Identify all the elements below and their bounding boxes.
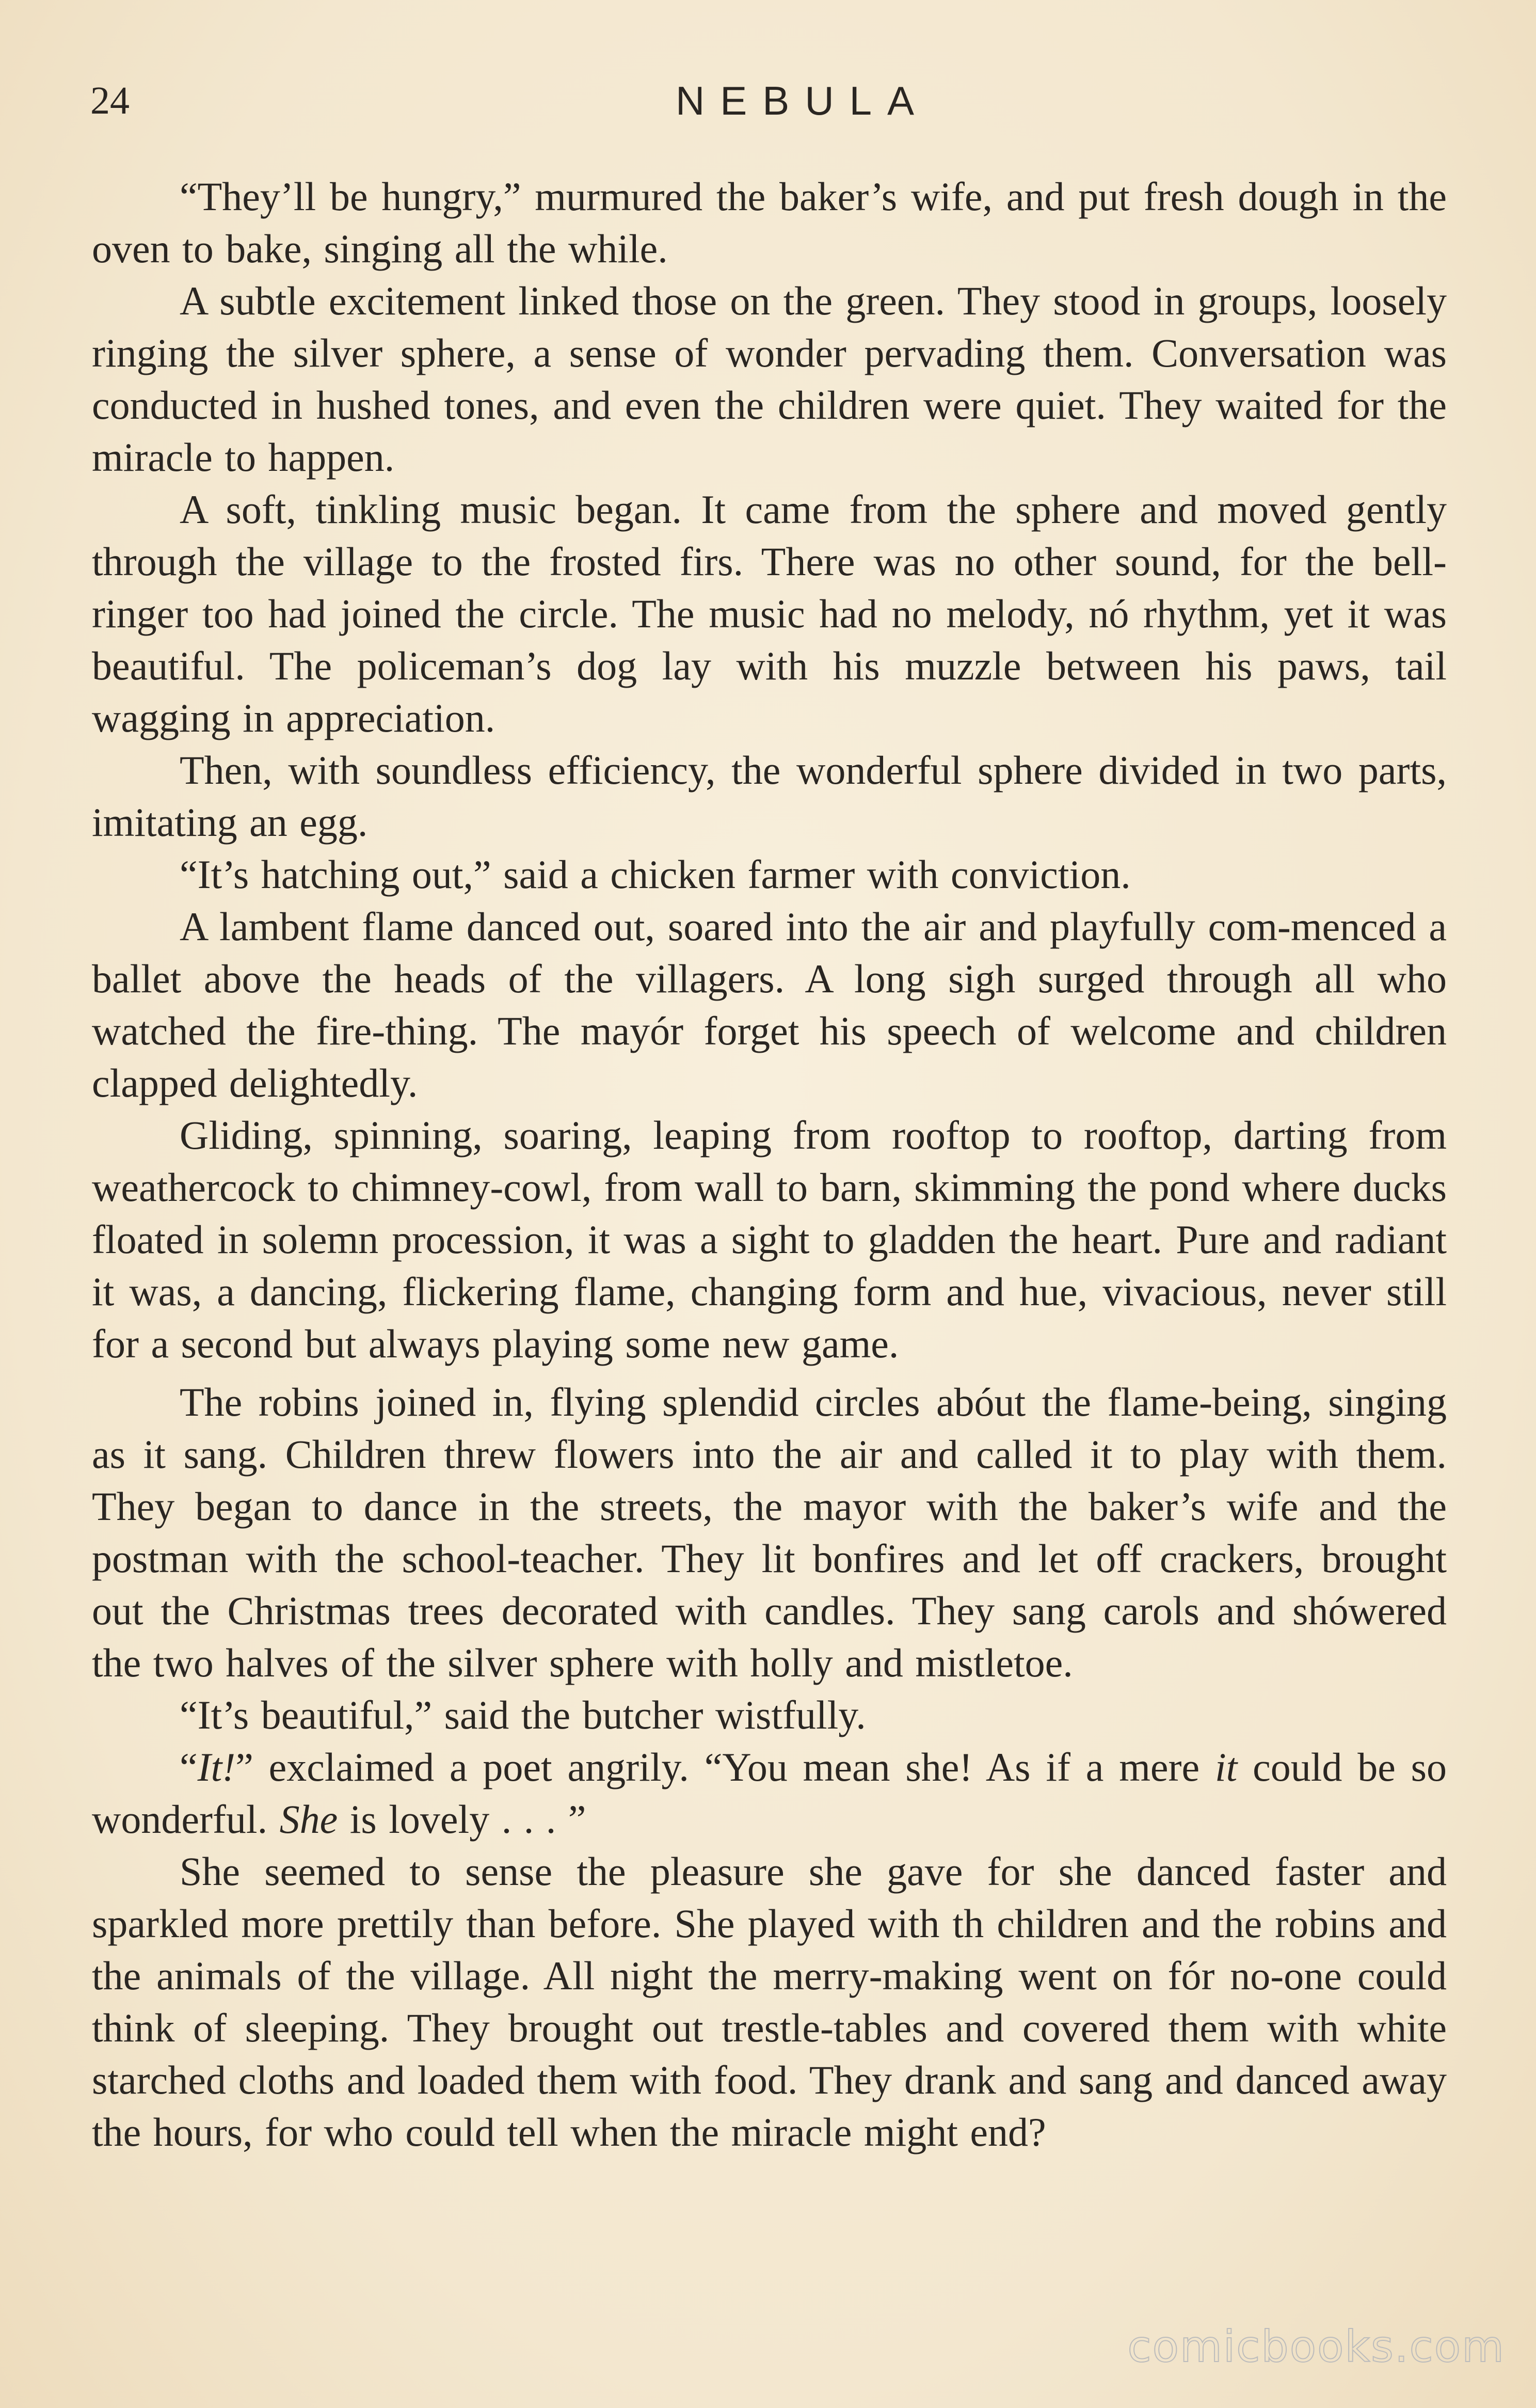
running-head-title: NEBULA <box>675 78 930 123</box>
closing-paragraph: She seemed to sense the pleasure she gave for she danced faster and sparkled more prettily than before. She played with th children and the robins and the animals of the village. All night the merry-making went on fór no-one could think of sleeping. They brought out trestle-tables and covered them with white starched cloths and loaded them with food. They drank and sang and danced away the hours, for who could tell when the miracle might end? <box>92 1849 1447 2154</box>
emphasis-it-capital: It! <box>197 1745 236 1789</box>
paragraph: “It’s beautiful,” said the butcher wistfully. <box>180 1692 866 1737</box>
paragraph: A lambent flame danced out, soared into the air and playfully com-menced a ballet above the heads of the villagers. A long sigh surged through all who watched the fire-thing. The mayór forget his speech of welcome and children clapped delightedly. <box>92 904 1447 1105</box>
poet-paragraph <box>92 1741 1447 1845</box>
emphasis-it: it <box>1214 1745 1238 1789</box>
poet-text-3: is lovely . . . ” <box>338 1797 586 1842</box>
poet-text-1: ” exclaimed a poet angrily. “You mean she! As if a mere <box>235 1745 1215 1789</box>
watermark-logo: comicbooks.com <box>1127 2321 1505 2372</box>
page-header <box>90 72 1453 129</box>
body-text <box>92 170 1447 2158</box>
poet-text-2: could be so wonderful. <box>92 1745 1447 1842</box>
paragraph: The robins joined in, flying splendid circles abóut the flame-being, singing as it sang. Children threw flowers into the air and called it to play with them. They began to dance in the streets, the mayor with the baker’s wife and the postman with the school-teacher. They lit bonfires and let off crackers, brought out the Christmas trees decorated with candles. They sang carols and shówered the two halves of the silver sphere with holly and mistletoe. <box>92 1380 1447 1685</box>
paragraph: “It’s hatching out,” said a chicken farmer with conviction. <box>180 852 1131 897</box>
emphasis-she: She <box>279 1797 338 1842</box>
paragraph: Gliding, spinning, soaring, leaping from rooftop to rooftop, darting from weathercock to chimney-cowl, from wall to barn, skimming the pond where ducks floated in solemn procession, it was a sight to gladden the heart. Pure and radiant it was, a dancing, flickering flame, changing form and hue, vivacious, never still for a second but always playing some new game. <box>92 1113 1447 1366</box>
paragraph: “They’ll be hungry,” murmured the baker’s wife, and put fresh dough in the oven to bake, singing all the while. <box>92 174 1447 271</box>
page-number: 24 <box>90 79 130 122</box>
paragraph: A subtle excitement linked those on the green. They stood in groups, loosely ringing the silver sphere, a sense of wonder pervading them. Conversation was conducted in hushed tones, and even the children were quiet. They waited for the miracle to happen. <box>92 278 1447 480</box>
quote-open: “ <box>180 1745 198 1789</box>
paragraph: Then, with soundless efficiency, the wonderful sphere divided in two parts, imitating an egg. <box>92 748 1447 845</box>
paragraph: A soft, tinkling music began. It came from the sphere and moved gently through the village to the frosted firs. There was no other sound, for the bell-ringer too had joined the circle. The music had no melody, nó rhythm, yet it was beautiful. The policeman’s dog lay with his muzzle between his paws, tail wagging in appreciation. <box>92 487 1447 740</box>
